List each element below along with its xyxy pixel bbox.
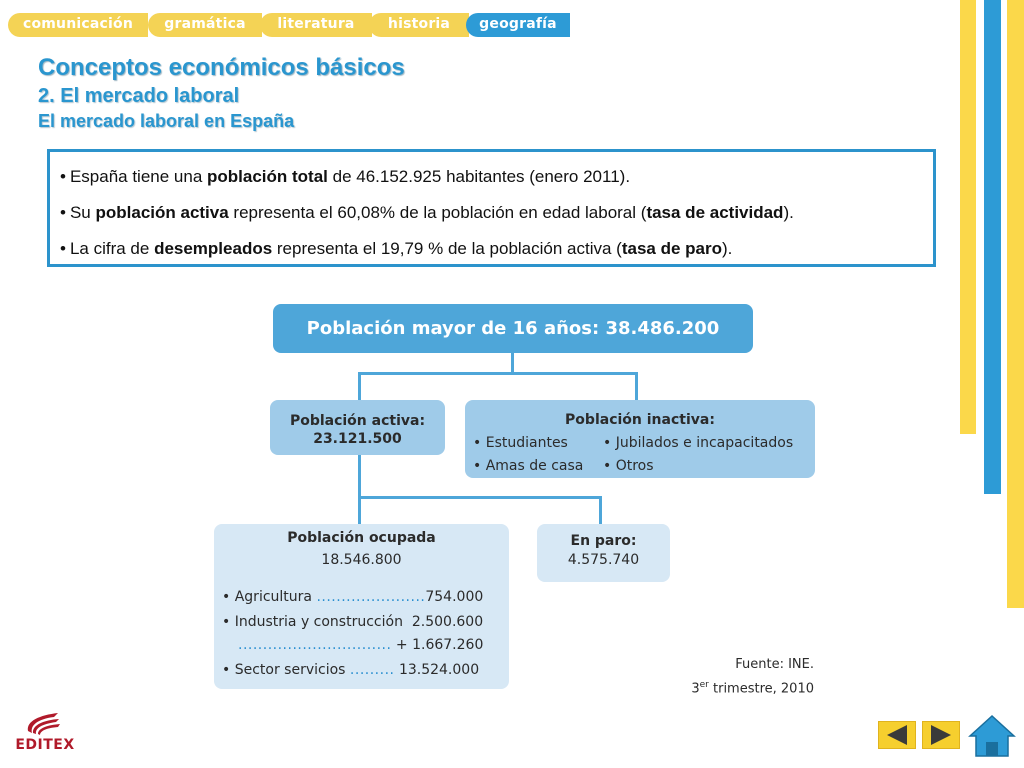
source-line-2 [680, 675, 814, 699]
bullet-icon: • [60, 203, 66, 222]
source-text: er [699, 680, 709, 690]
home-button[interactable] [968, 714, 1016, 758]
source-text: trimestre, 2010 [708, 681, 814, 697]
info-bold: tasa de actividad [646, 203, 784, 222]
connector-to-ocupada [358, 496, 361, 524]
editex-logo-icon [10, 707, 80, 737]
connector-activa-down [358, 455, 361, 498]
sector-value: 754.000 [425, 589, 484, 605]
info-text: representa el 19,79 % de la población activa ( [272, 239, 622, 258]
connector-to-activa [358, 372, 361, 400]
sector-name: Industria y construcción [234, 614, 403, 630]
item-text: Jubilados e incapacitados [615, 435, 794, 451]
info-text: España tiene una [69, 167, 208, 186]
next-button[interactable] [922, 721, 960, 749]
node-value: 18.546.800 [321, 552, 402, 568]
list-item [603, 457, 654, 475]
connector-to-paro [599, 496, 602, 524]
page-title: Conceptos económicos básicos [38, 54, 405, 81]
info-text: representa el 60,08% de la población en edad laboral ( [228, 203, 647, 222]
item-text: Estudiantes [485, 435, 568, 451]
leader-dots: ...................... [316, 589, 426, 605]
section-tabs [8, 13, 570, 37]
item-text: Amas de casa [485, 458, 584, 474]
source-note [680, 655, 814, 699]
connector-horizontal-2 [358, 496, 602, 499]
bullet-icon: • [473, 458, 486, 474]
sector-value: 13.524.000 [398, 662, 480, 678]
bullet-icon: • [60, 167, 66, 186]
info-bold: desempleados [154, 239, 273, 258]
node-poblacion-mayor-16 [273, 304, 753, 353]
node-value: 4.575.740 [567, 552, 640, 568]
sector-value: + 1.667.260 [395, 637, 484, 653]
info-text: Su [69, 203, 96, 222]
bullet-icon: • [603, 435, 616, 451]
leader-dots: ......... [349, 662, 395, 678]
source-line-1: Fuente: INE. [735, 657, 814, 672]
bullet-icon: • [473, 435, 486, 451]
tab-label: gramática [164, 16, 246, 32]
section-title: El mercado laboral en España [38, 111, 295, 131]
bullet-icon: • [222, 589, 235, 605]
tab-label: comunicación [22, 16, 134, 32]
sector-value: 2.500.600 [411, 614, 484, 630]
home-icon [968, 714, 1016, 758]
leader-dots: ............................... [238, 637, 392, 653]
bullet-icon: • [60, 239, 66, 258]
sector-row-industria-extra [238, 636, 483, 654]
tab-label: historia [387, 16, 451, 32]
bullet-icon: • [603, 458, 616, 474]
node-label: Población mayor de 16 años: 38.486.200 [306, 318, 720, 339]
info-bold: tasa de paro [621, 239, 722, 258]
tab-comunicacion[interactable] [8, 13, 148, 37]
prev-button[interactable] [878, 721, 916, 749]
node-value: 23.121.500 [313, 431, 402, 447]
node-label: Población ocupada [287, 530, 436, 546]
sector-name: Sector servicios [234, 662, 346, 678]
sector-name: Agricultura [234, 589, 312, 605]
sector-row-servicios [222, 661, 479, 679]
logo-text: EDITEX [15, 737, 75, 753]
sector-row-industria [222, 613, 483, 631]
node-poblacion-ocupada [214, 524, 509, 689]
info-bold: población activa [95, 203, 229, 222]
info-box [47, 149, 936, 267]
editex-logo [10, 707, 80, 757]
node-en-paro [537, 524, 670, 582]
info-text: ). [722, 239, 733, 258]
node-poblacion-activa [270, 400, 445, 455]
info-item-desempleados [60, 239, 732, 259]
info-item-poblacion-total [60, 167, 630, 187]
node-poblacion-inactiva [465, 400, 815, 478]
info-item-poblacion-activa [60, 203, 794, 223]
arrow-left-icon [879, 722, 915, 748]
tab-historia[interactable] [369, 13, 469, 37]
node-label: Población activa: [289, 413, 426, 429]
tab-label: geografía [479, 16, 557, 32]
info-text: de 46.152.925 habitantes (enero 2011). [327, 167, 631, 186]
connector-to-inactiva [635, 372, 638, 400]
connector-horizontal-1 [358, 372, 638, 375]
list-item [473, 434, 568, 452]
arrow-right-icon [923, 722, 959, 748]
sector-row-agricultura [222, 588, 483, 606]
list-item [603, 434, 793, 452]
decorative-bar-yellow [960, 0, 976, 434]
info-text: ). [783, 203, 794, 222]
source-text: 3 [691, 681, 700, 697]
tab-literatura[interactable] [260, 13, 372, 37]
bullet-icon: • [222, 662, 235, 678]
item-text: Otros [615, 458, 654, 474]
page-subtitle: 2. El mercado laboral [38, 85, 240, 107]
tab-gramatica[interactable] [148, 13, 262, 37]
info-text: La cifra de [69, 239, 155, 258]
info-bold: población total [207, 167, 328, 186]
bullet-icon: • [222, 614, 235, 630]
list-item [473, 457, 583, 475]
node-label: Población inactiva: [565, 412, 715, 428]
decorative-bar-yellow-long [1007, 0, 1024, 608]
connector-top-down [511, 353, 514, 373]
node-label: En paro: [570, 533, 637, 549]
tab-label: literatura [277, 16, 355, 32]
decorative-bar-blue [984, 0, 1001, 494]
tab-geografia[interactable] [466, 13, 570, 37]
